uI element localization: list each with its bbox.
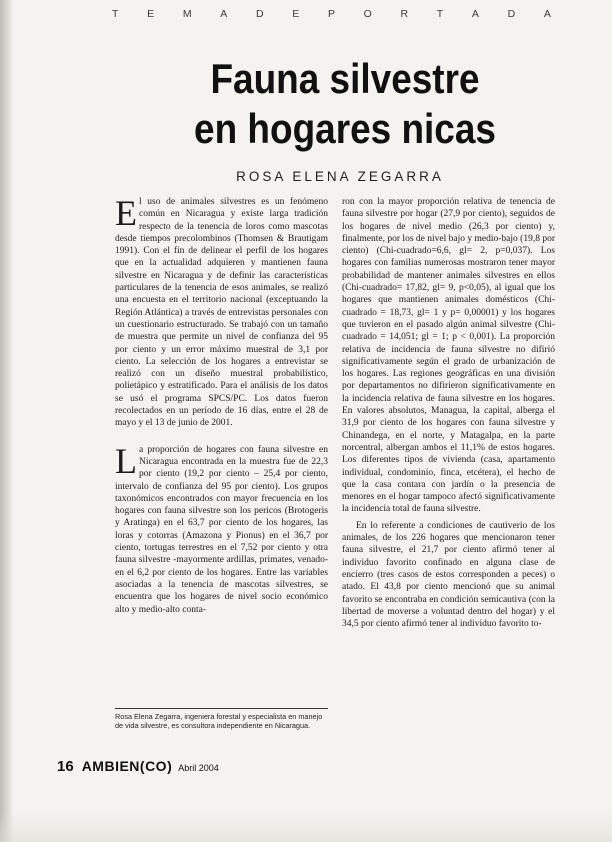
body-paragraph: En lo referente a condiciones de cautiverio de los animales, de los 226 hogares que mencionaron tener fauna silvestre, el 21,7 por ciento afirmó tener al individuo favorito confinado en alguna clase de encierro (tres casos de estos corresponden a peces) o atado. El 43,8 por ciento mencionó que su animal favorito se encontraba en condición semicautiva (con la libertad de moverse a voluntad dentro del hogar) y el 34,5 por ciento afirmó tener al individuo favorito to- xyxy=(342,520,555,630)
section-letter: T xyxy=(112,8,120,20)
article-title xyxy=(147,54,543,154)
paragraph-text: l uso de animales silvestres es un fenómeno común en Nicaragua y existe larga tradición respecto de la tenencia de loros como mascotas desde tiempos precolombinos (Thomsen & Brautigam 1991). Con el fin de delinear el perfil de los hogares que en la actualidad adquieren y mantienen fauna silvestre en Nicaragua y de definir las características particulares de la tenencia de esos animales, se realizó una encuesta en el territorio nacional (exceptuando la Región Atlántica) a través de entrevistas personales con un cuestionario estructurado. Se trabajó con un tamaño de muestra que permite un nivel de confianza del 95 por ciento y un error máximo muestral de 3,1 por ciento. La selección de los hogares a entrevistar se realizó con un diseño muestral probabilístico, polietápico y estratificado. Para el análisis de los datos se usó el programa SPCS/PC. Los datos fueron recolectados en un período de 16 días, entre el 28 de mayo y el 13 de junio de 2001. xyxy=(115,197,328,429)
page-bottom-shadow xyxy=(0,812,612,842)
section-letter: A xyxy=(220,8,229,20)
drop-cap: L xyxy=(115,440,137,481)
section-letter: P xyxy=(327,8,336,20)
body-paragraph: ron con la mayor proporción relativa de tenencia de fauna silvestre por hogar (27,9 por ciento), seguidos de los hogares de nivel medio (26,3 por ciento) y, finalmente, por los de nivel bajo y medio-bajo (19,8 por ciento) (Chi-cuadrado=6,6, gl= 2, p=0,037). Los hogares con familias numerosas mostraron tener mayor probabilidad de mantener animales silvestres en ellos (Chi-cuadrado= 17,82, gl= 9, p<0,05), al igual que los hogares que mantienen animales domésticos (Chi-cuadrado = 18,73, gl= 1 y p= 0,00001) y los hogares que tuvieron en el pasado algún animal silvestre (Chi-cuadrado = 14,051; gl = 1; p < 0,001). La proporción relativa de incidencia de fauna silvestre no difirió significativamente según el grado de urbanización de los hogares. Las regiones geográficas en una división por departamentos no difirieron significativamente en la incidencia relativa de fauna silvestre en los hogares. En valores absolutos, Managua, la capital, alberga el 31,9 por ciento de los hogares con fauna silvestre y Chinandega, en el norte, y Matagalpa, en la parte norcentral, albergan ambos el 11,1% de estos hogares. Los diferentes tipos de vivienda (casa, apartamento individual, condominio, finca, etcétera), el hecho de que la casa contara con jardín o la presencia de menores en el hogar tampoco afectó significativamente la incidencia total de fauna silvestre. xyxy=(342,197,555,515)
section-letter: E xyxy=(147,8,156,20)
drop-cap: E xyxy=(115,193,137,233)
section-header xyxy=(112,8,552,20)
body-paragraph xyxy=(115,440,328,616)
section-letter: T xyxy=(436,8,445,20)
section-letter: O xyxy=(363,8,373,20)
section-letter: D xyxy=(507,8,517,20)
footnote-divider xyxy=(115,708,328,709)
page-gutter-shadow xyxy=(0,0,14,842)
section-letter: E xyxy=(292,8,301,20)
magazine-logo: AMBIEN(CO) xyxy=(81,758,173,774)
section-letter: M xyxy=(182,8,193,20)
author-footnote: Rosa Elena Zegarra, ingeniera forestal y especialista en manejo de vida silvestre, es consultora independiente en Nicaragua. xyxy=(115,712,323,730)
body-paragraph xyxy=(115,193,328,430)
section-letter: A xyxy=(543,8,552,20)
title-line-2: en hogares nicas xyxy=(194,105,496,152)
section-letter: R xyxy=(400,8,410,20)
page-footer xyxy=(57,758,219,775)
title-line-1: Fauna silvestre xyxy=(210,55,480,102)
section-letter: D xyxy=(255,8,265,20)
page-number: 16 xyxy=(57,758,74,775)
author-byline: ROSA ELENA ZEGARRA xyxy=(236,169,444,184)
section-letter: A xyxy=(471,8,480,20)
text-column-right xyxy=(342,196,555,644)
paragraph-text: a proporción de hogares con fauna silvestre en Nicaragua encontrada en la muestra fue de 22,3 por ciento (19,2 por ciento – 25,4 por ciento, intervalo de confianza del 95 por ciento). Los grupos taxonómicos encontrados con mayor frecuencia en los hogares con fauna silvestre son los pericos (Brotogeris y Aratinga) en el 63,7 por ciento de los hogares, las loras y cotorras (Amazona y Pionus) en el 36,7 por ciento, tortugas terrestres en el 7,52 por ciento y otra fauna silvestre -mayormente ardillas, primates, venado- en el 6,2 por ciento de los hogares. Entre las variables asociadas a la tenencia de mascotas silvestres, se encuentra que los hogares de nivel socio económico alto y medio-alto conta- xyxy=(115,444,328,615)
text-column-left xyxy=(115,193,328,630)
issue-date: Abril 2004 xyxy=(178,763,219,773)
